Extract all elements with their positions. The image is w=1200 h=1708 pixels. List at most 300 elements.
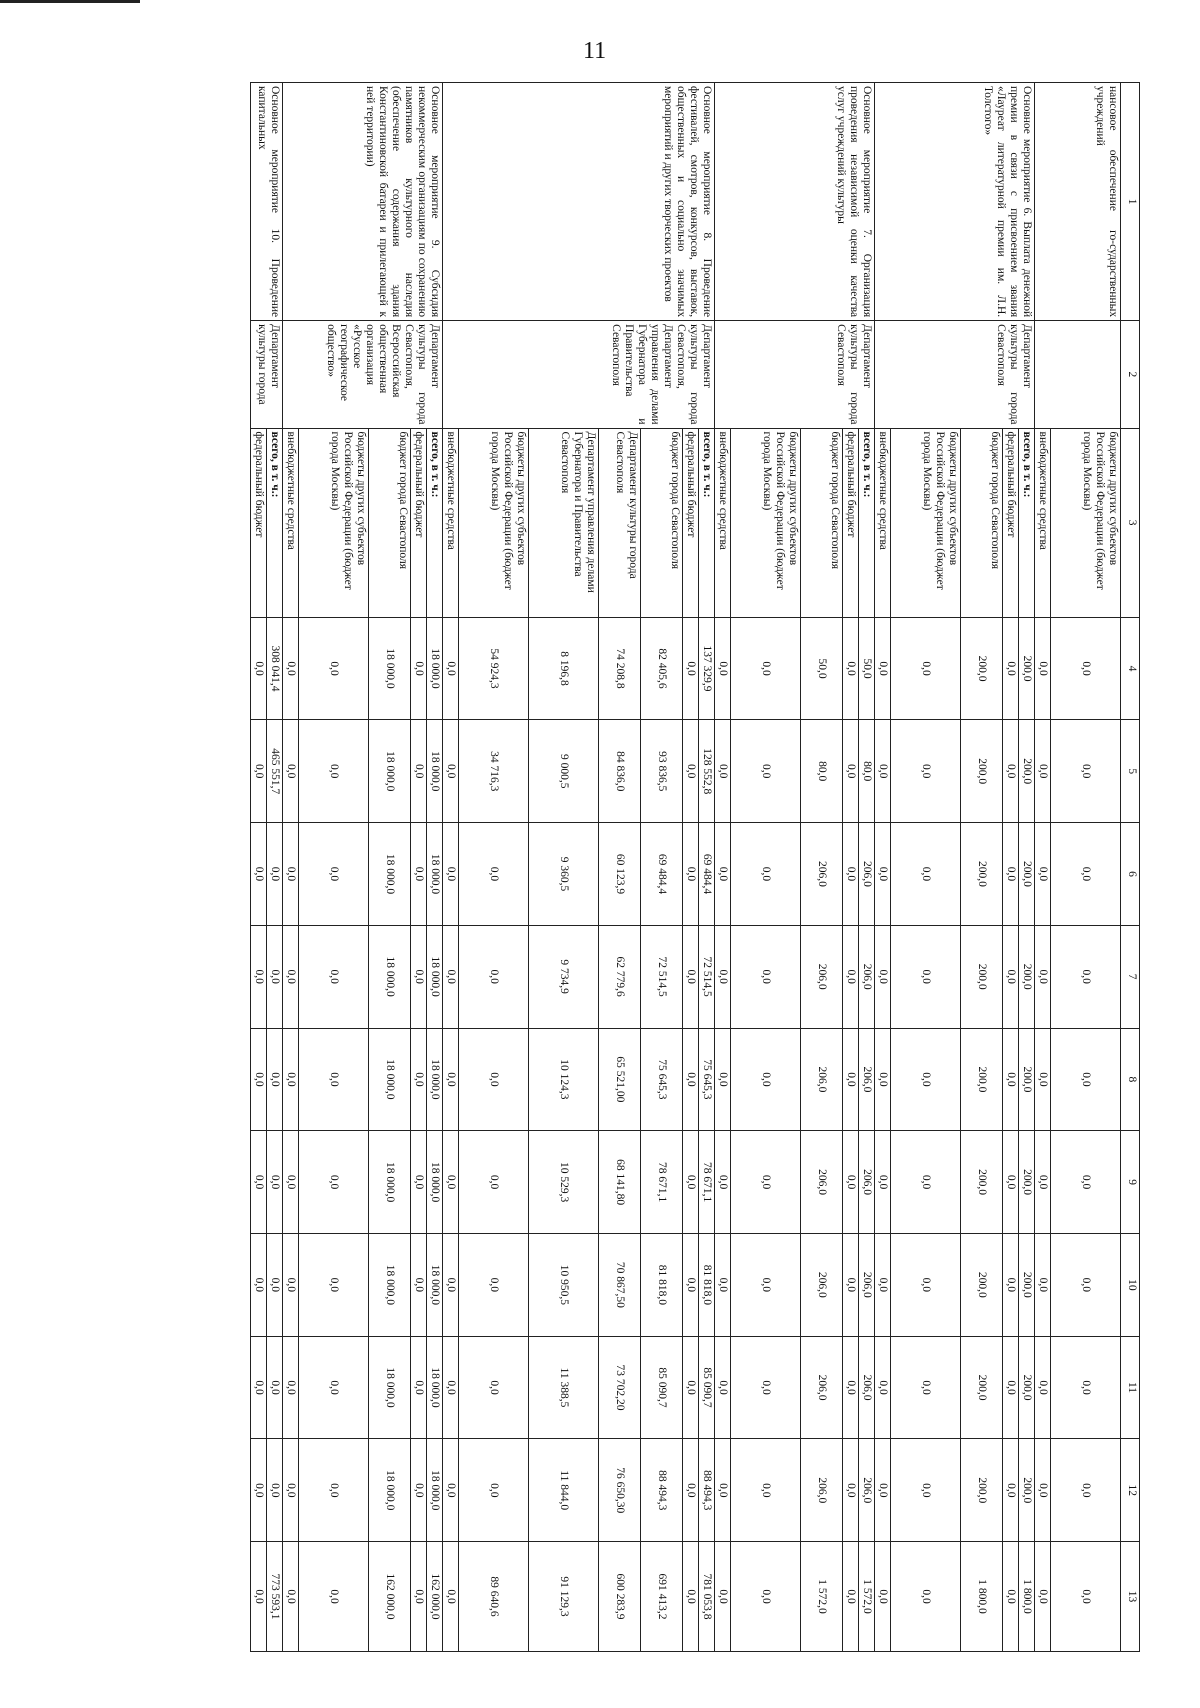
value-cell: 85 090,7 [641, 1336, 683, 1439]
value-cell: 0,0 [443, 617, 459, 720]
value-cell: 34 716,3 [459, 720, 529, 823]
value-cell: 0,0 [283, 720, 299, 823]
value-cell: 0,0 [411, 1131, 427, 1234]
value-cell: 0,0 [1035, 1542, 1051, 1652]
funding-source-cell: федеральный бюджет [683, 428, 699, 617]
value-cell: 0,0 [251, 1131, 267, 1234]
value-cell: 1 800,0 [961, 1542, 1003, 1652]
activity-cell: нансовое обеспечение го-сударственных учреждений [1035, 83, 1121, 321]
value-cell: 80,0 [801, 720, 843, 823]
value-cell: 0,0 [1051, 720, 1121, 823]
column-header: 7 [1121, 925, 1140, 1028]
value-cell: 0,0 [443, 925, 459, 1028]
value-cell: 62 779,6 [599, 925, 641, 1028]
value-cell: 0,0 [459, 925, 529, 1028]
value-cell: 0,0 [443, 1336, 459, 1439]
funding-source-cell: бюджеты других субъектов Российской Федерации (бюджет города Москвы) [1051, 428, 1121, 617]
value-cell: 74 208,8 [599, 617, 641, 720]
value-cell: 54 924,3 [459, 617, 529, 720]
value-cell: 88 494,3 [699, 1439, 715, 1542]
value-cell: 0,0 [891, 1233, 961, 1336]
value-cell: 200,0 [1019, 617, 1035, 720]
value-cell: 0,0 [683, 1439, 699, 1542]
value-cell: 18 000,0 [369, 823, 411, 926]
value-cell: 18 000,0 [427, 1439, 443, 1542]
value-cell: 0,0 [411, 1439, 427, 1542]
value-cell: 0,0 [875, 1131, 891, 1234]
value-cell: 0,0 [251, 1233, 267, 1336]
value-cell: 0,0 [715, 925, 731, 1028]
value-cell: 0,0 [715, 1233, 731, 1336]
value-cell: 0,0 [459, 1336, 529, 1439]
value-cell: 18 000,0 [369, 1439, 411, 1542]
value-cell: 0,0 [731, 1336, 801, 1439]
value-cell: 18 000,0 [369, 1131, 411, 1234]
value-cell: 0,0 [283, 823, 299, 926]
value-cell: 0,0 [283, 1233, 299, 1336]
value-cell: 0,0 [1051, 1233, 1121, 1336]
value-cell: 0,0 [459, 1439, 529, 1542]
value-cell: 0,0 [283, 1131, 299, 1234]
value-cell: 0,0 [251, 1336, 267, 1439]
value-cell: 465 551,7 [267, 720, 283, 823]
value-cell: 11 844,0 [529, 1439, 599, 1542]
value-cell: 70 867,50 [599, 1233, 641, 1336]
value-cell: 0,0 [443, 1439, 459, 1542]
value-cell: 76 650,30 [599, 1439, 641, 1542]
value-cell: 206,0 [801, 1131, 843, 1234]
value-cell: 0,0 [1051, 1542, 1121, 1652]
value-cell: 0,0 [891, 1542, 961, 1652]
value-cell: 18 000,0 [427, 1233, 443, 1336]
value-cell: 69 484,4 [699, 823, 715, 926]
value-cell: 85 090,7 [699, 1336, 715, 1439]
column-header: 10 [1121, 1233, 1140, 1336]
funding-source-cell: Департамент управления делами Губернатора и Правительства Севастополя [529, 428, 599, 617]
value-cell: 600 283,9 [599, 1542, 641, 1652]
value-cell: 0,0 [251, 1542, 267, 1652]
value-cell: 0,0 [299, 1233, 369, 1336]
value-cell: 0,0 [1003, 1131, 1019, 1234]
value-cell: 200,0 [1019, 1336, 1035, 1439]
value-cell: 781 053,8 [699, 1542, 715, 1652]
value-cell: 0,0 [1035, 823, 1051, 926]
funding-source-cell: всего, в т. ч.: [1019, 428, 1035, 617]
value-cell: 0,0 [283, 1336, 299, 1439]
value-cell: 0,0 [267, 1233, 283, 1336]
value-cell: 0,0 [683, 1028, 699, 1131]
value-cell: 10 950,5 [529, 1233, 599, 1336]
executor-cell: Департамент культуры города [251, 321, 283, 428]
value-cell: 0,0 [731, 617, 801, 720]
column-header: 1 [1121, 83, 1140, 321]
value-cell: 200,0 [961, 823, 1003, 926]
value-cell: 18 000,0 [427, 617, 443, 720]
value-cell: 0,0 [267, 1028, 283, 1131]
value-cell: 0,0 [683, 720, 699, 823]
value-cell: 0,0 [443, 1131, 459, 1234]
value-cell: 0,0 [715, 720, 731, 823]
value-cell: 200,0 [961, 1336, 1003, 1439]
value-cell: 200,0 [961, 1028, 1003, 1131]
value-cell: 69 484,4 [641, 823, 683, 926]
value-cell: 0,0 [715, 1131, 731, 1234]
value-cell: 75 645,3 [641, 1028, 683, 1131]
value-cell: 0,0 [299, 1542, 369, 1652]
value-cell: 0,0 [891, 925, 961, 1028]
value-cell: 0,0 [1003, 1336, 1019, 1439]
value-cell: 89 640,6 [459, 1542, 529, 1652]
value-cell: 0,0 [1035, 617, 1051, 720]
value-cell: 0,0 [283, 617, 299, 720]
value-cell: 0,0 [683, 1131, 699, 1234]
value-cell: 0,0 [1003, 1439, 1019, 1542]
value-cell: 0,0 [891, 1131, 961, 1234]
value-cell: 0,0 [1051, 823, 1121, 926]
value-cell: 18 000,0 [369, 1233, 411, 1336]
funding-source-cell: бюджеты других субъектов Российской Федерации (бюджет города Москвы) [731, 428, 801, 617]
value-cell: 0,0 [843, 1542, 859, 1652]
activity-cell: Основное мероприятие 10. Проведение капитальных [251, 83, 283, 321]
value-cell: 50,0 [859, 617, 875, 720]
value-cell: 0,0 [443, 1028, 459, 1131]
value-cell: 0,0 [875, 1336, 891, 1439]
value-cell: 0,0 [875, 1028, 891, 1131]
column-header: 6 [1121, 823, 1140, 926]
value-cell: 0,0 [411, 617, 427, 720]
value-cell: 18 000,0 [369, 925, 411, 1028]
value-cell: 0,0 [875, 1233, 891, 1336]
value-cell: 0,0 [1035, 1028, 1051, 1131]
funding-source-cell: бюджет города Севастополя [961, 428, 1003, 617]
funding-source-cell: федеральный бюджет [411, 428, 427, 617]
activity-cell: Основное мероприятие 8. Проведение фестивалей, смотров, конкурсов, выставок, общественных и социально значимых мероприятий и других творческих проектов [443, 83, 715, 321]
executor-cell: Департамент культуры города Севастополя, Всероссийская общественная организация «Русское географическое общество» [283, 321, 443, 428]
funding-source-cell: Департамент культуры города Севастополя [599, 428, 641, 617]
value-cell: 0,0 [875, 617, 891, 720]
value-cell: 78 671,1 [699, 1131, 715, 1234]
column-header: 4 [1121, 617, 1140, 720]
table-row [859, 83, 875, 1652]
value-cell: 0,0 [843, 1233, 859, 1336]
value-cell: 0,0 [251, 823, 267, 926]
value-cell: 0,0 [267, 1336, 283, 1439]
value-cell: 0,0 [443, 720, 459, 823]
value-cell: 1 572,0 [801, 1542, 843, 1652]
value-cell: 18 000,0 [369, 617, 411, 720]
value-cell: 0,0 [411, 1336, 427, 1439]
value-cell: 200,0 [1019, 1131, 1035, 1234]
value-cell: 60 123,9 [599, 823, 641, 926]
value-cell: 0,0 [875, 823, 891, 926]
value-cell: 80,0 [859, 720, 875, 823]
value-cell: 206,0 [801, 925, 843, 1028]
column-header: 9 [1121, 1131, 1140, 1234]
value-cell: 0,0 [411, 925, 427, 1028]
value-cell: 137 329,9 [699, 617, 715, 720]
top-rule [0, 0, 140, 3]
value-cell: 0,0 [875, 720, 891, 823]
value-cell: 10 124,3 [529, 1028, 599, 1131]
value-cell: 75 645,3 [699, 1028, 715, 1131]
value-cell: 0,0 [715, 1336, 731, 1439]
value-cell: 0,0 [1035, 1131, 1051, 1234]
funding-source-cell: федеральный бюджет [1003, 428, 1019, 617]
value-cell: 1 800,0 [1019, 1542, 1035, 1652]
value-cell: 81 818,0 [641, 1233, 683, 1336]
value-cell: 0,0 [1003, 1233, 1019, 1336]
table-row [699, 83, 715, 1652]
column-header: 13 [1121, 1542, 1140, 1652]
value-cell: 0,0 [731, 925, 801, 1028]
value-cell: 0,0 [299, 1336, 369, 1439]
executor-cell: Департамент культуры города Севастополя [875, 321, 1035, 428]
value-cell: 0,0 [267, 925, 283, 1028]
value-cell: 0,0 [1051, 1028, 1121, 1131]
page-number: 11 [583, 38, 607, 64]
value-cell: 0,0 [1003, 1028, 1019, 1131]
value-cell: 9 000,5 [529, 720, 599, 823]
value-cell: 308 041,4 [267, 617, 283, 720]
value-cell: 0,0 [299, 1439, 369, 1542]
value-cell: 0,0 [443, 1542, 459, 1652]
value-cell: 0,0 [731, 823, 801, 926]
value-cell: 78 671,1 [641, 1131, 683, 1234]
value-cell: 0,0 [715, 617, 731, 720]
table-row [1019, 83, 1035, 1652]
value-cell: 200,0 [1019, 1028, 1035, 1131]
column-header: 2 [1121, 321, 1140, 428]
value-cell: 0,0 [843, 617, 859, 720]
funding-source-cell: внебюджетные средства [283, 428, 299, 617]
value-cell: 0,0 [459, 823, 529, 926]
value-cell: 93 836,5 [641, 720, 683, 823]
value-cell: 0,0 [1051, 1131, 1121, 1234]
value-cell: 0,0 [715, 1542, 731, 1652]
funding-source-cell: всего, в т. ч.: [427, 428, 443, 617]
executor-cell: Департамент культуры города Севастополя, Департамент управления делами Губернатора и Правительства Севастополя [443, 321, 715, 428]
activity-cell: Основное мероприятие 9. Субсидия некоммерческим организациям по сохранению памятников культурного наследия (обеспечение содержания здания Константиновской батареи и прилегающей к ней территории) [283, 83, 443, 321]
column-number-row [1121, 83, 1140, 1652]
value-cell: 0,0 [843, 823, 859, 926]
value-cell: 0,0 [843, 1131, 859, 1234]
value-cell: 88 494,3 [641, 1439, 683, 1542]
funding-source-cell: внебюджетные средства [715, 428, 731, 617]
value-cell: 0,0 [1051, 925, 1121, 1028]
value-cell: 65 521,00 [599, 1028, 641, 1131]
value-cell: 0,0 [299, 823, 369, 926]
value-cell: 18 000,0 [427, 1131, 443, 1234]
value-cell: 0,0 [1035, 1336, 1051, 1439]
value-cell: 206,0 [859, 1439, 875, 1542]
value-cell: 18 000,0 [369, 720, 411, 823]
value-cell: 0,0 [411, 823, 427, 926]
value-cell: 0,0 [459, 1131, 529, 1234]
value-cell: 162 000,0 [427, 1542, 443, 1652]
column-header: 11 [1121, 1336, 1140, 1439]
value-cell: 0,0 [891, 1028, 961, 1131]
value-cell: 0,0 [299, 617, 369, 720]
value-cell: 18 000,0 [427, 1336, 443, 1439]
value-cell: 0,0 [875, 925, 891, 1028]
value-cell: 0,0 [299, 925, 369, 1028]
value-cell: 206,0 [859, 1233, 875, 1336]
funding-source-cell: федеральный бюджет [251, 428, 267, 617]
value-cell: 0,0 [267, 1131, 283, 1234]
value-cell: 72 514,5 [699, 925, 715, 1028]
value-cell: 82 405,6 [641, 617, 683, 720]
value-cell: 1 572,0 [859, 1542, 875, 1652]
value-cell: 0,0 [683, 1233, 699, 1336]
value-cell: 0,0 [843, 1439, 859, 1542]
value-cell: 0,0 [283, 1542, 299, 1652]
value-cell: 0,0 [1003, 1542, 1019, 1652]
column-header: 8 [1121, 1028, 1140, 1131]
value-cell: 0,0 [731, 1542, 801, 1652]
funding-source-cell: бюджеты других субъектов Российской Федерации (бюджет города Москвы) [299, 428, 369, 617]
table-row [427, 83, 443, 1652]
value-cell: 0,0 [1051, 1336, 1121, 1439]
value-cell: 0,0 [1035, 1233, 1051, 1336]
funding-source-cell: бюджет города Севастополя [801, 428, 843, 617]
funding-source-cell: всего, в т. ч.: [267, 428, 283, 617]
value-cell: 18 000,0 [369, 1336, 411, 1439]
value-cell: 0,0 [251, 1028, 267, 1131]
value-cell: 200,0 [961, 1439, 1003, 1542]
value-cell: 9 734,9 [529, 925, 599, 1028]
activity-cell: Основное мероприятие 7. Организация проведения независимой оценки качества услуг учреждений культуры [715, 83, 875, 321]
value-cell: 0,0 [891, 617, 961, 720]
value-cell: 206,0 [859, 823, 875, 926]
funding-source-cell: внебюджетные средства [1035, 428, 1051, 617]
value-cell: 0,0 [251, 1439, 267, 1542]
value-cell: 0,0 [267, 1439, 283, 1542]
funding-source-cell: внебюджетные средства [875, 428, 891, 617]
value-cell: 200,0 [1019, 1439, 1035, 1542]
value-cell: 0,0 [683, 617, 699, 720]
value-cell: 206,0 [801, 1336, 843, 1439]
value-cell: 200,0 [961, 720, 1003, 823]
value-cell: 206,0 [801, 823, 843, 926]
value-cell: 0,0 [1003, 925, 1019, 1028]
value-cell: 18 000,0 [369, 1028, 411, 1131]
value-cell: 81 818,0 [699, 1233, 715, 1336]
value-cell: 91 129,3 [529, 1542, 599, 1652]
table-row [1051, 83, 1121, 1652]
value-cell: 206,0 [801, 1439, 843, 1542]
value-cell: 200,0 [1019, 925, 1035, 1028]
funding-source-cell: всего, в т. ч.: [699, 428, 715, 617]
funding-source-cell: всего, в т. ч.: [859, 428, 875, 617]
value-cell: 0,0 [1035, 925, 1051, 1028]
funding-source-cell: бюджет города Севастополя [369, 428, 411, 617]
value-cell: 0,0 [283, 1439, 299, 1542]
value-cell: 8 196,8 [529, 617, 599, 720]
value-cell: 0,0 [731, 1233, 801, 1336]
value-cell: 0,0 [843, 720, 859, 823]
column-header: 5 [1121, 720, 1140, 823]
funding-source-cell: внебюджетные средства [443, 428, 459, 617]
value-cell: 0,0 [411, 1233, 427, 1336]
activity-cell: Основное мероприятие 6. Выплата денежной премии в связи с присвоением звания «Лауреат литературной премии им. Л.Н. Толстого» [875, 83, 1035, 321]
value-cell: 0,0 [683, 925, 699, 1028]
value-cell: 18 000,0 [427, 1028, 443, 1131]
value-cell: 200,0 [1019, 720, 1035, 823]
value-cell: 0,0 [443, 823, 459, 926]
value-cell: 0,0 [443, 1233, 459, 1336]
value-cell: 0,0 [891, 1439, 961, 1542]
value-cell: 206,0 [859, 925, 875, 1028]
value-cell: 0,0 [731, 1028, 801, 1131]
value-cell: 0,0 [683, 1542, 699, 1652]
value-cell: 0,0 [891, 720, 961, 823]
table-row [267, 83, 283, 1652]
value-cell: 0,0 [891, 823, 961, 926]
value-cell: 0,0 [251, 925, 267, 1028]
value-cell: 73 702,20 [599, 1336, 641, 1439]
value-cell: 0,0 [411, 720, 427, 823]
value-cell: 0,0 [459, 1233, 529, 1336]
value-cell: 773 593,1 [267, 1542, 283, 1652]
value-cell: 128 552,8 [699, 720, 715, 823]
column-header: 3 [1121, 428, 1140, 617]
executor-cell [1035, 321, 1121, 428]
value-cell: 50,0 [801, 617, 843, 720]
value-cell: 0,0 [875, 1439, 891, 1542]
value-cell: 200,0 [961, 1131, 1003, 1234]
value-cell: 0,0 [715, 1028, 731, 1131]
value-cell: 0,0 [299, 1131, 369, 1234]
value-cell: 0,0 [267, 823, 283, 926]
value-cell: 0,0 [891, 1336, 961, 1439]
value-cell: 206,0 [859, 1131, 875, 1234]
value-cell: 0,0 [299, 720, 369, 823]
executor-cell: Департамент культуры города Севастополя [715, 321, 875, 428]
value-cell: 0,0 [843, 925, 859, 1028]
value-cell: 9 360,5 [529, 823, 599, 926]
value-cell: 0,0 [1003, 617, 1019, 720]
value-cell: 18 000,0 [427, 925, 443, 1028]
value-cell: 10 529,3 [529, 1131, 599, 1234]
value-cell: 0,0 [411, 1542, 427, 1652]
value-cell: 0,0 [1035, 720, 1051, 823]
value-cell: 0,0 [251, 617, 267, 720]
value-cell: 0,0 [1051, 1439, 1121, 1542]
value-cell: 0,0 [1035, 1439, 1051, 1542]
value-cell: 18 000,0 [427, 720, 443, 823]
funding-source-cell: бюджеты других субъектов Российской Федерации (бюджет города Москвы) [459, 428, 529, 617]
value-cell: 0,0 [731, 1439, 801, 1542]
value-cell: 206,0 [801, 1028, 843, 1131]
value-cell: 200,0 [1019, 823, 1035, 926]
value-cell: 0,0 [843, 1336, 859, 1439]
value-cell: 0,0 [411, 1028, 427, 1131]
budget-table [250, 82, 1140, 1652]
value-cell: 84 836,0 [599, 720, 641, 823]
value-cell: 0,0 [715, 823, 731, 926]
value-cell: 0,0 [299, 1028, 369, 1131]
funding-source-cell: бюджет города Севастополя [641, 428, 683, 617]
value-cell: 0,0 [731, 1131, 801, 1234]
value-cell: 0,0 [283, 1028, 299, 1131]
value-cell: 206,0 [859, 1336, 875, 1439]
value-cell: 200,0 [961, 617, 1003, 720]
value-cell: 0,0 [251, 720, 267, 823]
value-cell: 0,0 [283, 925, 299, 1028]
value-cell: 0,0 [1051, 617, 1121, 720]
value-cell: 0,0 [843, 1028, 859, 1131]
value-cell: 0,0 [715, 1439, 731, 1542]
